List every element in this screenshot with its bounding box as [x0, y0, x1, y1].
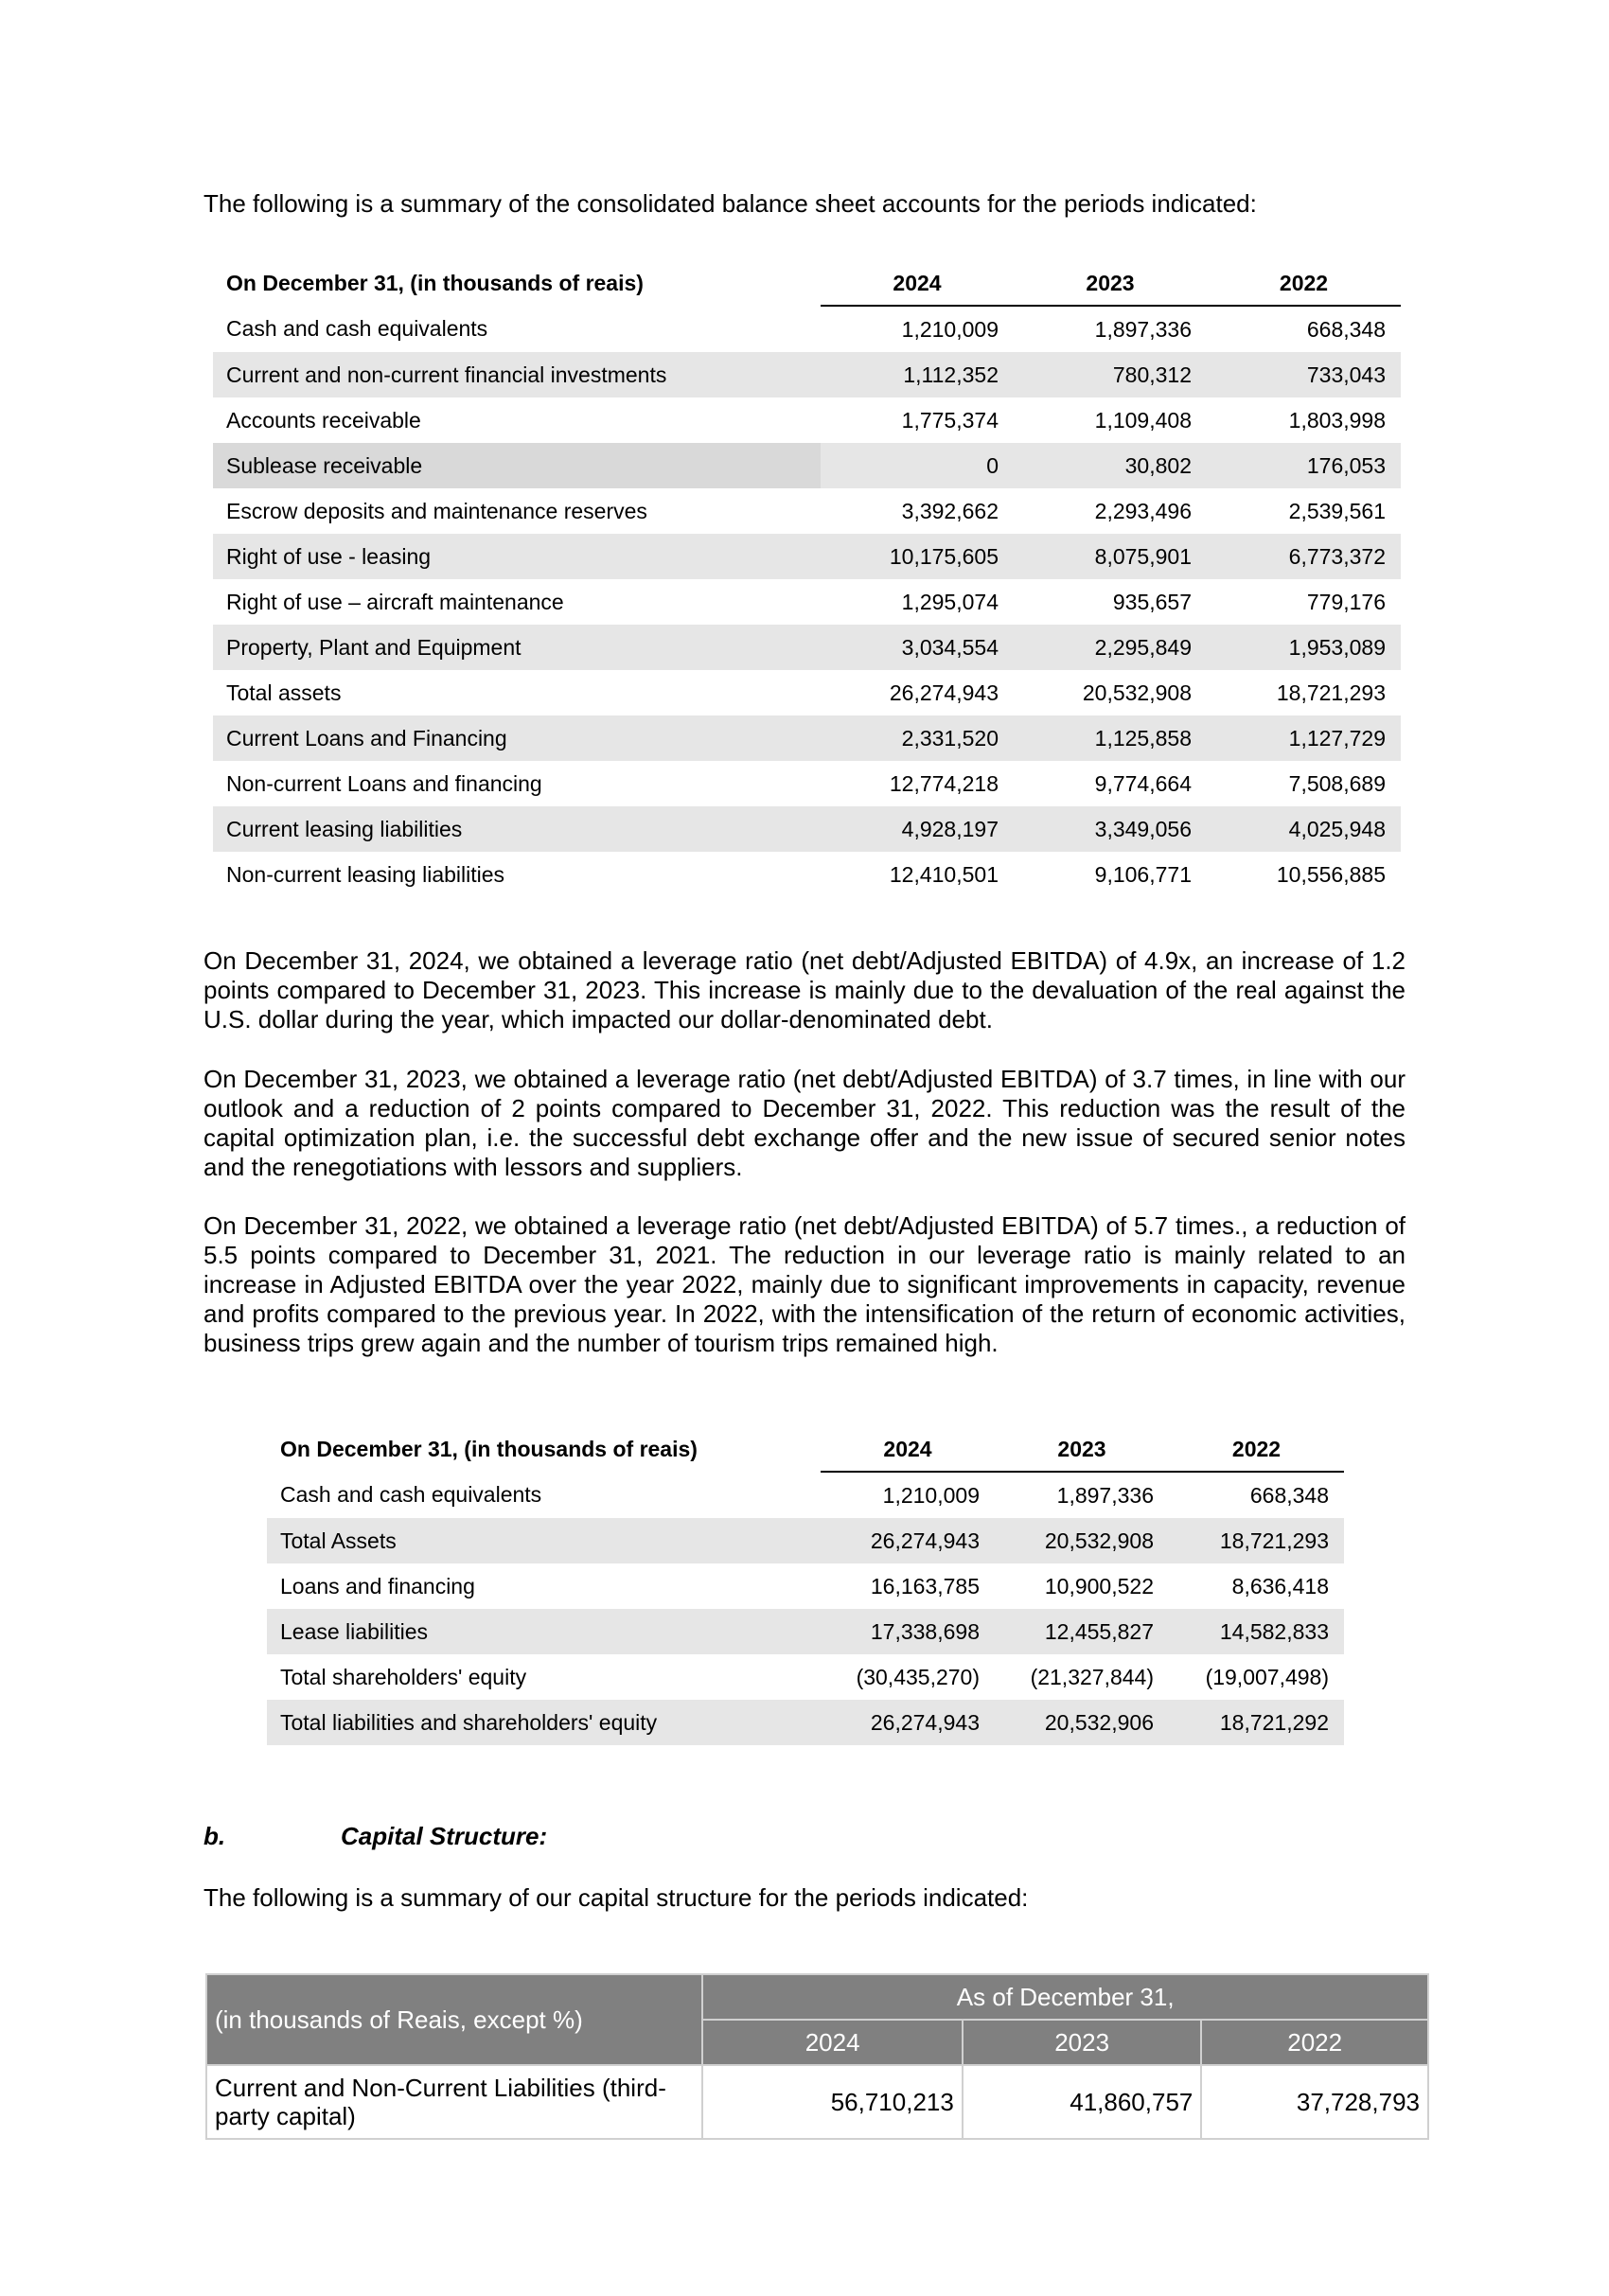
value-2022: 733,043: [1207, 352, 1401, 397]
column-group-header: As of December 31,: [702, 1974, 1428, 2020]
value-2024: 1,295,074: [901, 589, 999, 614]
value-2022: 14,582,833: [1169, 1609, 1344, 1654]
summary-table: [267, 1427, 1344, 1745]
value-2023: 20,532,906: [995, 1700, 1169, 1745]
row-label: Escrow deposits and maintenance reserves: [226, 498, 647, 523]
row-label: Total assets: [226, 680, 342, 705]
value-2024: 12,774,218: [889, 770, 999, 796]
column-header-2023: 2023: [1014, 261, 1207, 306]
table-row: [213, 625, 1401, 670]
value-2022: 1,127,729: [1207, 715, 1401, 761]
table-header-row: [213, 261, 1401, 306]
value-2024: 2,331,520: [821, 715, 1014, 761]
value-2023: 20,532,908: [1082, 680, 1192, 705]
value-2023: 20,532,908: [995, 1518, 1169, 1563]
row-label: Current and Non-Current Liabilities (third-party capital): [206, 2065, 702, 2139]
column-header-2022: 2022: [1207, 261, 1401, 306]
leverage-paragraph-2024: On December 31, 2024, we obtained a leverage ratio (net debt/Adjusted EBITDA) of 4.9x, an increase of 1.2 points compared to December 31, 2023. This increase is mainly due to the devaluation of the real against the U.S. dollar during the year, which impacted our dollar-denominated debt.: [203, 946, 1406, 1033]
table-row: [213, 352, 1401, 397]
table-row: [267, 1700, 1344, 1745]
row-label: Loans and financing: [280, 1573, 475, 1598]
value-2023: 1,897,336: [1056, 1482, 1154, 1508]
section-letter: b.: [203, 1822, 226, 1850]
value-2022: 176,053: [1207, 443, 1401, 488]
value-2023: 10,900,522: [1044, 1573, 1154, 1598]
column-header-label: (in thousands of Reais, except %): [206, 1974, 702, 2065]
value-2024: 56,710,213: [702, 2065, 962, 2139]
table-row: [267, 1518, 1344, 1563]
row-label: Right of use – aircraft maintenance: [226, 589, 564, 614]
table-row: [213, 852, 1401, 897]
value-2024: 26,274,943: [821, 1700, 995, 1745]
row-label: Sublease receivable: [213, 443, 821, 488]
value-2024: 12,410,501: [889, 861, 999, 887]
value-2024: 1,112,352: [821, 352, 1014, 397]
value-2024: 26,274,943: [889, 680, 999, 705]
value-2024: 26,274,943: [821, 1518, 995, 1563]
value-2022: 1,953,089: [1207, 625, 1401, 670]
table-row: [213, 761, 1401, 806]
table-row: [213, 579, 1401, 625]
table-row: [267, 1609, 1344, 1654]
column-header-2023: 2023: [995, 1427, 1169, 1472]
table-header-row: [206, 1974, 1428, 2020]
column-header-2022: 2022: [1201, 2020, 1428, 2065]
value-2024: 16,163,785: [870, 1573, 980, 1598]
row-label: Total shareholders' equity: [280, 1664, 527, 1689]
value-2022: 10,556,885: [1276, 861, 1386, 887]
row-label: Cash and cash equivalents: [280, 1482, 542, 1507]
table-row: [213, 488, 1401, 534]
row-label: Current leasing liabilities: [213, 806, 821, 852]
value-2024: 3,034,554: [821, 625, 1014, 670]
value-2022: 779,176: [1306, 589, 1386, 614]
value-2022: 668,348: [1249, 1482, 1329, 1508]
value-2023: 935,657: [1112, 589, 1192, 614]
table-row: [206, 2065, 1428, 2139]
balance-sheet-intro: The following is a summary of the consolidated balance sheet accounts for the periods indicated:: [203, 189, 1257, 218]
row-label: Cash and cash equivalents: [226, 316, 488, 341]
value-2023: 8,075,901: [1014, 534, 1207, 579]
value-2024: 10,175,605: [821, 534, 1014, 579]
value-2022: 2,539,561: [1288, 498, 1386, 523]
value-2022: 1,803,998: [1288, 407, 1386, 433]
value-2024: 17,338,698: [821, 1609, 995, 1654]
table-row: [213, 806, 1401, 852]
value-2022: 7,508,689: [1288, 770, 1386, 796]
table-row: [213, 670, 1401, 715]
value-2022: 8,636,418: [1231, 1573, 1329, 1598]
column-header-label: On December 31, (in thousands of reais): [280, 1437, 698, 1461]
value-2022: 37,728,793: [1201, 2065, 1428, 2139]
value-2023: 1,125,858: [1014, 715, 1207, 761]
value-2023: 1,897,336: [1094, 316, 1192, 342]
table-row: [213, 397, 1401, 443]
row-label: Accounts receivable: [226, 407, 421, 433]
value-2022: 18,721,293: [1169, 1518, 1344, 1563]
value-2023: (21,327,844): [1030, 1664, 1154, 1689]
value-2023: 1,109,408: [1094, 407, 1192, 433]
leverage-paragraph-2022: On December 31, 2022, we obtained a leverage ratio (net debt/Adjusted EBITDA) of 5.7 times., a reduction of 5.5 points compared to December 31, 2021. The reduction in our leverage ratio is mainly related to an increase in Adjusted EBITDA over the year 2022, mainly due to significant improvements in capacity, revenue and profits compared to the previous year. In 2022, with the intensification of the return of economic activities, business trips grew again and the number of tourism trips remained high.: [203, 1211, 1406, 1357]
value-2024: 1,775,374: [901, 407, 999, 433]
table-row: [213, 715, 1401, 761]
balance-sheet-table: [213, 261, 1401, 897]
column-header-2024: 2024: [702, 2020, 962, 2065]
value-2024: 4,928,197: [821, 806, 1014, 852]
value-2022: 18,721,292: [1169, 1700, 1344, 1745]
table-row: [267, 1654, 1344, 1700]
value-2024: 1,210,009: [882, 1482, 980, 1508]
capital-structure-table: [205, 1973, 1429, 2140]
column-header-label: On December 31, (in thousands of reais): [226, 271, 644, 295]
column-header-2023: 2023: [963, 2020, 1202, 2065]
value-2023: 12,455,827: [995, 1609, 1169, 1654]
value-2022: 18,721,293: [1276, 680, 1386, 705]
value-2023: 9,106,771: [1094, 861, 1192, 887]
row-label: Non-current Loans and financing: [226, 770, 542, 796]
row-label: Lease liabilities: [267, 1609, 821, 1654]
table-row: [267, 1472, 1344, 1518]
value-2022: 668,348: [1306, 316, 1386, 342]
value-2023: 9,774,664: [1094, 770, 1192, 796]
capital-structure-intro: The following is a summary of our capital structure for the periods indicated:: [203, 1883, 1029, 1912]
column-header-2024: 2024: [821, 1427, 995, 1472]
section-heading: [203, 1822, 547, 1851]
value-2023: 30,802: [1014, 443, 1207, 488]
row-label: Property, Plant and Equipment: [213, 625, 821, 670]
row-label: Right of use - leasing: [213, 534, 821, 579]
value-2022: 4,025,948: [1207, 806, 1401, 852]
column-header-2022: 2022: [1169, 1427, 1344, 1472]
value-2023: 2,293,496: [1094, 498, 1192, 523]
leverage-paragraph-2023: On December 31, 2023, we obtained a leverage ratio (net debt/Adjusted EBITDA) of 3.7 times, in line with our outlook and a reduction of 2 points compared to December 31, 2022. This reduction was the result of the capital optimization plan, i.e. the successful debt exchange offer and the new issue of secured senior notes and the renegotiations with lessors and suppliers.: [203, 1065, 1406, 1181]
row-label: Current and non-current financial investments: [213, 352, 821, 397]
row-label: Non-current leasing liabilities: [226, 861, 505, 887]
value-2024: 3,392,662: [901, 498, 999, 523]
column-header-2024: 2024: [821, 261, 1014, 306]
row-label: Current Loans and Financing: [213, 715, 821, 761]
value-2022: (19,007,498): [1205, 1664, 1329, 1689]
table-row: [213, 443, 1401, 488]
section-title: Capital Structure:: [341, 1822, 548, 1850]
value-2023: 41,860,757: [963, 2065, 1202, 2139]
value-2023: 3,349,056: [1014, 806, 1207, 852]
value-2023: 2,295,849: [1014, 625, 1207, 670]
table-row: [213, 306, 1401, 352]
row-label: Total liabilities and shareholders' equity: [267, 1700, 821, 1745]
value-2024: 1,210,009: [901, 316, 999, 342]
table-header-row: [267, 1427, 1344, 1472]
row-label: Total Assets: [267, 1518, 821, 1563]
value-2024: 0: [821, 443, 1014, 488]
value-2023: 780,312: [1014, 352, 1207, 397]
value-2024: (30,435,270): [856, 1664, 980, 1689]
table-row: [267, 1563, 1344, 1609]
value-2022: 6,773,372: [1207, 534, 1401, 579]
table-row: [213, 534, 1401, 579]
